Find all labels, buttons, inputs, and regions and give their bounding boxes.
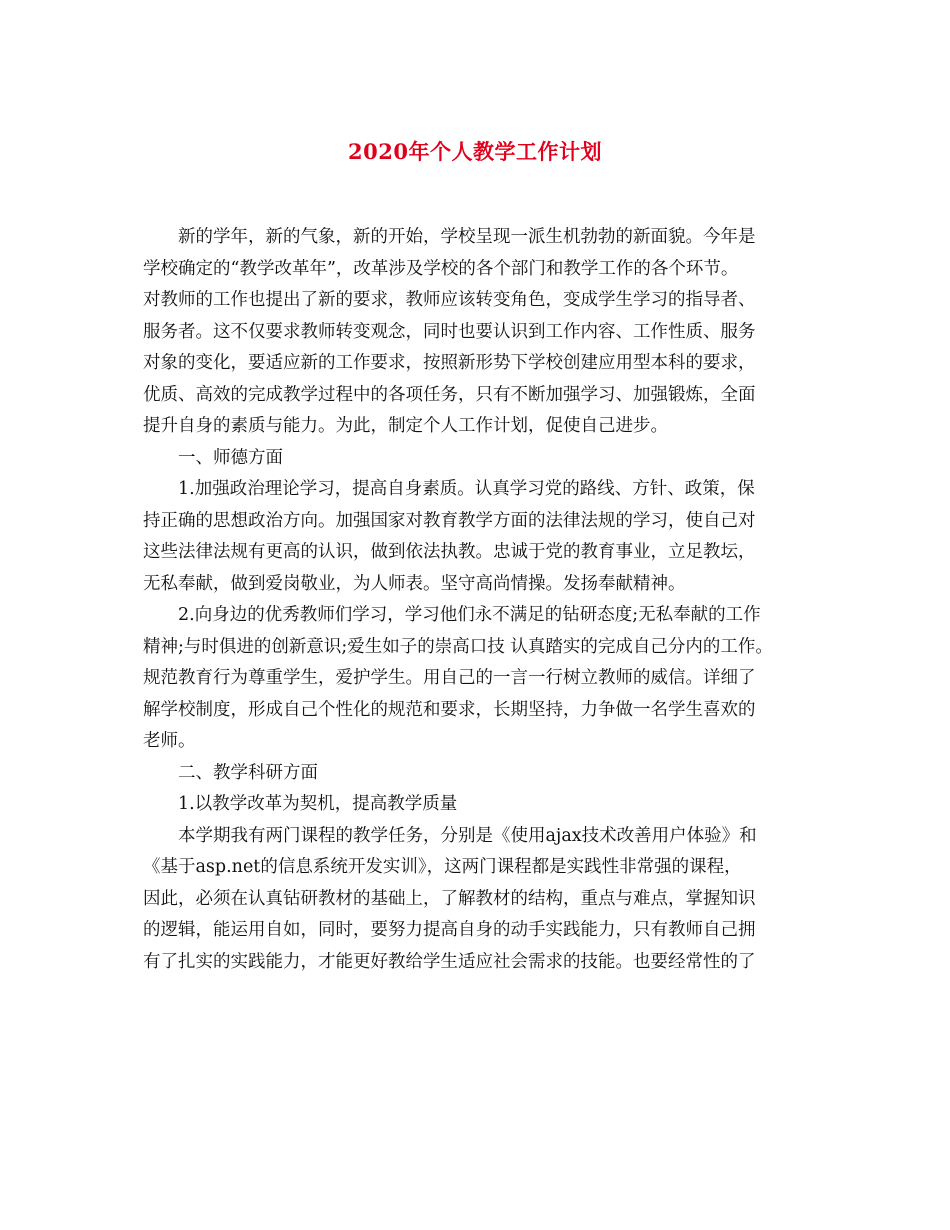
text-line: 二、教学科研方面 [178,762,318,783]
text-line: 学校确定的“教学改革年”，改革涉及学校的各个部门和教学工作的各个环节。 [143,258,739,279]
text-line: 老师。 [143,731,196,751]
text-line: 提升自身的素质与能力。为此，制定个人工作计划，促使自己进步。 [143,416,668,436]
text-line: 本学期我有两门课程的教学任务，分别是《使用ajax技术改善用户体验》和 [178,825,757,846]
text-line: 对教师的工作也提出了新的要求，教师应该转变角色，变成学生学习的指导者、 [143,290,756,310]
text-line: 一、师德方面 [178,447,283,468]
document-body [143,222,823,978]
text-line: 规范教育行为尊重学生，爱护学生。用自己的一言一行树立教师的威信。详细了 [143,668,756,688]
text-line: 有了扎实的实践能力，才能更好教给学生适应社会需求的技能。也要经常性的了 [143,951,756,972]
text-line: 对象的变化，要适应新的工作要求，按照新形势下学校创建应用型本科的要求， [143,353,756,373]
text-line: 精神;与时俱进的创新意识;爱生如子的崇高口技 认真踏实的完成自己分内的工作。 [143,636,773,657]
text-line: 服务者。这不仅要求教师转变观念，同时也要认识到工作内容、工作性质、服务 [143,321,756,342]
text-line: 解学校制度，形成自己个性化的规范和要求，长期坚持，力争做一名学生喜欢的 [143,699,756,720]
text-line: 1.加强政治理论学习，提高自身素质。认真学习党的路线、方针、政策，保 [178,479,755,499]
text-line: 新的学年，新的气象，新的开始，学校呈现一派生机勃勃的新面貌。今年是 [178,227,756,247]
document-title: 2020年个人教学工作计划 [348,139,602,164]
text-line: 优质、高效的完成教学过程中的各项任务，只有不断加强学习、加强锻炼，全面 [143,384,756,405]
text-line: 2.向身边的优秀教师们学习，学习他们永不满足的钻研态度;无私奉献的工作 [178,605,761,625]
text-line: 的逻辑，能运用自如，同时，要努力提高自身的动手实践能力，只有教师自己拥 [143,920,756,940]
text-line: 持正确的思想政治方向。加强国家对教育教学方面的法律法规的学习，使自己对 [143,510,756,531]
text-line: 因此，必须在认真钻研教材的基础上，了解教材的结构，重点与难点，掌握知识 [143,888,756,909]
text-line: 这些法律法规有更高的认识，做到依法执教。忠诚于党的教育事业，立足教坛， [143,542,756,562]
text-line: 《基于asp.net的信息系统开发实训》，这两门课程都是实践性非常强的课程， [143,857,742,877]
text-line: 无私奉献，做到爱岗敬业，为人师表。坚守高尚情操。发扬奉献精神。 [143,573,686,594]
text-line: 1.以教学改革为契机，提高教学质量 [178,794,458,814]
